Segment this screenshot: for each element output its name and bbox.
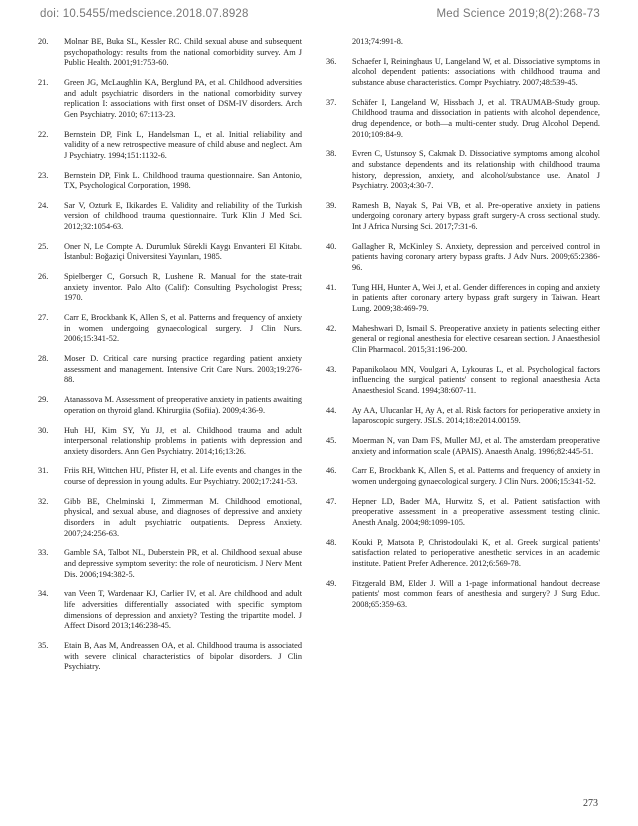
reference-text: Oner N, Le Compte A. Durumluk Sürekli Kaygı Envanteri El Kitabı. İstanbul: Boğaziçi Üniversitesi Yayınları, 1985. bbox=[64, 241, 302, 262]
reference-number: 49. bbox=[326, 578, 337, 588]
reference-text: Spielberger C, Gorsuch R, Lushene R. Manual for the state-trait anxiety inventor. Palo Alto (Calif): Consulting Psychologist Press; 1970. bbox=[64, 272, 302, 303]
reference-item bbox=[326, 57, 600, 89]
reference-number: 30. bbox=[38, 425, 49, 435]
reference-text: Molnar BE, Buka SL, Kessler RC. Child sexual abuse and subsequent psychopathology: results from the national comorbidity survey. Am J Public Health. 2001;91:753-60. bbox=[64, 37, 302, 68]
reference-number: 38. bbox=[326, 149, 337, 159]
reference-text: Gibb BE, Chelminski I, Zimmerman M. Childhood emotional, physical, and sexual abuse, and diagnoses of depressive and anxiety disorders in adult psychiatric outpatients. Depress Anxiety. 2007;24:256-63. bbox=[64, 496, 302, 538]
reference-text: Moerman N, van Dam FS, Muller MJ, et al. The amsterdam preoperative anxiety and information scale (APAIS). Anaesth Analg. 1996;82:445-51. bbox=[352, 436, 600, 456]
reference-text: Friis RH, Wittchen HU, Pfister H, et al. Life events and changes in the course of depression in young adults. Eur Psychiatry. 2002;17:241-53. bbox=[64, 466, 302, 487]
reference-item bbox=[38, 272, 302, 304]
reference-list-left bbox=[38, 37, 302, 682]
reference-item bbox=[38, 497, 302, 539]
doi-label: doi: 10.5455/medscience.2018.07.8928 bbox=[40, 8, 249, 20]
reference-number: 24. bbox=[38, 200, 49, 210]
reference-item bbox=[38, 313, 302, 345]
reference-number: 28. bbox=[38, 354, 49, 364]
reference-number: 40. bbox=[326, 241, 337, 251]
reference-item bbox=[38, 641, 302, 673]
reference-number: 21. bbox=[38, 77, 49, 87]
reference-text: Ramesh B, Nayak S, Pai VB, et al. Pre-operative anxiety in patiens undergoing coronary artery bypass graft surgery-A cross sectional study. Int J Africa Nursing Sci. 2017;7:31-6. bbox=[352, 200, 600, 232]
reference-number: 45. bbox=[326, 436, 337, 446]
reference-text: Evren C, Ustunsoy S, Cakmak D. Dissociative symptoms among alcohol and substance dependents and its relationship with childhood trauma history, depression, anxiety, and alcohol/substance use. Anatol J Psychiatry. 2003;4:30-7. bbox=[352, 149, 600, 191]
reference-item bbox=[38, 201, 302, 233]
reference-text: Gallagher R, McKinley S. Anxiety, depression and perceived control in patients having coronary artery bypass grafts. J Adv Nurs. 2009;65:2386-96. bbox=[352, 241, 600, 273]
reference-number: 20. bbox=[38, 37, 49, 46]
reference-text: Atanassova M. Assessment of preoperative anxiety in patients awaiting operation on thyroid gland. Khirurgiia (Sofiia). 2009;4:36-9. bbox=[64, 395, 302, 415]
reference-item bbox=[326, 538, 600, 570]
reference-number: 22. bbox=[38, 129, 49, 139]
reference-text: Bernstein DP, Fink L, Handelsman L, et al. Initial reliability and validity of a new retrospective measure of child abuse and neglect. Am J Psychiatry. 1994;151:1132-6. bbox=[64, 129, 302, 160]
reference-number: 23. bbox=[38, 170, 49, 180]
reference-text: van Veen T, Wardenaar KJ, Carlier IV, et al. Are childhood and adult life adversities differentially associated with specific symptom dimensions of depression and anxiety? Testing the tripartite model. J Affect Disord 2013;146:238-45. bbox=[64, 589, 302, 631]
reference-list-right bbox=[326, 37, 600, 620]
reference-number: 37. bbox=[326, 97, 337, 107]
reference-item bbox=[38, 395, 302, 416]
reference-text: Tung HH, Hunter A, Wei J, et al. Gender differences in coping and anxiety in patients after coronary artery bypass graft surgery in Taiwan. Heart Lung. 2009;38:469-79. bbox=[352, 282, 600, 313]
reference-number: 48. bbox=[326, 537, 337, 547]
reference-number: 31. bbox=[38, 466, 49, 476]
reference-text: Sar V, Ozturk E, Ikikardes E. Validity and reliability of the Turkish version of childhood trauma questionnaire. Turk Klin J Med Sci. 2012;32:1054-63. bbox=[64, 200, 302, 232]
reference-item bbox=[38, 466, 302, 487]
reference-number: 25. bbox=[38, 241, 49, 251]
reference-text: Carr E, Brockbank K, Allen S, et al. Patterns and frequency of anxiety in women undergoing gynaecological surgery. J Clin Nurs. 2006;15:341-52. bbox=[352, 466, 600, 487]
reference-item bbox=[326, 283, 600, 315]
reference-number: 47. bbox=[326, 496, 337, 506]
reference-number: 44. bbox=[326, 405, 337, 415]
reference-number: 42. bbox=[326, 323, 337, 333]
reference-number: 32. bbox=[38, 496, 49, 506]
reference-continuation: 2013;74:991-8. bbox=[352, 37, 403, 46]
reference-item bbox=[38, 78, 302, 120]
reference-item bbox=[326, 579, 600, 611]
reference-text: Kouki P, Matsota P, Christodoulaki K, et al. Greek surgical patients' satisfaction related to perioperative anesthetic services in an academic institute. Patient Prefer Adherence. 2012;6:569-78. bbox=[352, 537, 600, 568]
reference-item bbox=[326, 324, 600, 356]
reference-number: 27. bbox=[38, 313, 49, 323]
reference-text: Carr E, Brockbank K, Allen S, et al. Patterns and frequency of anxiety in women undergoing gynaecological surgery. J Clin Nurs. 2006;15:341-52. bbox=[64, 313, 302, 344]
journal-citation: Med Science 2019;8(2):268-73 bbox=[436, 8, 600, 20]
reference-number: 41. bbox=[326, 282, 337, 292]
reference-item bbox=[326, 149, 600, 191]
page-number: 273 bbox=[583, 798, 598, 809]
reference-text: Maheshwari D, Ismail S. Preoperative anxiety in patients selecting either general or regional anesthesia for elective cesarean section. J Anaesthesiol Clin Pharmacol. 2015;31:196-200. bbox=[352, 323, 600, 354]
reference-item bbox=[326, 98, 600, 140]
reference-text: Green JG, McLaughlin KA, Berglund PA, et al. Childhood adversities and adult psychiatric disorders in the national comorbidity survey replication I: associations with first onset of DSM-IV disorders. Arch Gen Psychiatry. 2010; 67:113-23. bbox=[64, 77, 302, 119]
reference-text: Schäfer I, Langeland W, Hissbach J, et al. TRAUMAB-Study group. Childhood trauma and dissociation in patients with alcohol dependence, drug dependence, or both—a multi-center study. Drug Alcohol Depend. 2010;109:84-9. bbox=[352, 97, 600, 139]
reference-item bbox=[326, 365, 600, 397]
reference-number: 46. bbox=[326, 466, 337, 476]
page-header bbox=[40, 8, 600, 26]
reference-text: Hepner LD, Bader MA, Hurwitz S, et al. Patient satisfaction with preoperative assessment in a preoperative assessment testing clinic. Anesth Analg. 2004;98:1099-105. bbox=[352, 496, 600, 528]
reference-item bbox=[38, 426, 302, 458]
reference-number: 26. bbox=[38, 272, 49, 282]
reference-text: Schaefer I, Reininghaus U, Langeland W, et al. Dissociative symptoms in alcohol dependent patients: associations with childhood trauma and substance abuse characteristics. Compr Psychiatry. 2007;48:539-45. bbox=[352, 56, 600, 87]
reference-item bbox=[326, 466, 600, 487]
reference-item bbox=[38, 171, 302, 192]
reference-text: Moser D. Critical care nursing practice regarding patient anxiety assessment and management. Intensive Crit Care Nurs. 2003;19:276-88. bbox=[64, 354, 302, 385]
reference-number: 35. bbox=[38, 640, 49, 650]
reference-item bbox=[38, 37, 302, 69]
reference-item bbox=[326, 497, 600, 529]
reference-item bbox=[38, 242, 302, 263]
reference-item bbox=[38, 354, 302, 386]
reference-item bbox=[326, 242, 600, 274]
reference-item bbox=[326, 406, 600, 427]
reference-text: Huh HJ, Kim SY, Yu JJ, et al. Childhood trauma and adult interpersonal relationship problems in patients with depression and anxiety disorders. Ann Gen Psychiatry. 2014;16;13:26. bbox=[64, 425, 302, 456]
reference-text: Fitzgerald BM, Elder J. Will a 1-page informational handout decrease patients' most common fears of anesthesia and surgery? J Surg Educ. 2008;65:359-63. bbox=[352, 578, 600, 609]
reference-number: 36. bbox=[326, 56, 337, 66]
reference-text: Ay AA, Ulucanlar H, Ay A, et al. Risk factors for perioperative anxiety in laparoscopic surgery. JSLS. 2014;18:e2014.00159. bbox=[352, 405, 600, 426]
reference-number: 43. bbox=[326, 364, 337, 374]
reference-text: Bernstein DP, Fink L. Childhood trauma questionnaire. San Antonio, TX, Psychological Corporation, 1998. bbox=[64, 170, 302, 191]
reference-number: 39. bbox=[326, 200, 337, 210]
reference-number: 34. bbox=[38, 589, 49, 599]
reference-item bbox=[38, 130, 302, 162]
reference-item bbox=[326, 201, 600, 233]
reference-text: Gamble SA, Talbot NL, Duberstein PR, et al. Childhood sexual abuse and depressive symptom severity: the role of neuroticism. J Nerv Ment Dis. 2006;194:382-5. bbox=[64, 548, 302, 579]
reference-item bbox=[326, 436, 600, 457]
reference-number: 29. bbox=[38, 395, 49, 405]
reference-text: Papanikolaou MN, Voulgari A, Lykouras L, et al. Psychological factors influencing the surgical patients' consent to regional anaesthesia Acta Anaesthesiol Scand. 1994;38:607-11. bbox=[352, 364, 600, 395]
reference-item bbox=[38, 589, 302, 631]
reference-text: Etain B, Aas M, Andreassen OA, et al. Childhood trauma is associated with severe clinical characteristics of bipolar disorders. J Clin Psychiatry. bbox=[64, 640, 302, 672]
reference-item bbox=[38, 548, 302, 580]
reference-number: 33. bbox=[38, 548, 49, 558]
